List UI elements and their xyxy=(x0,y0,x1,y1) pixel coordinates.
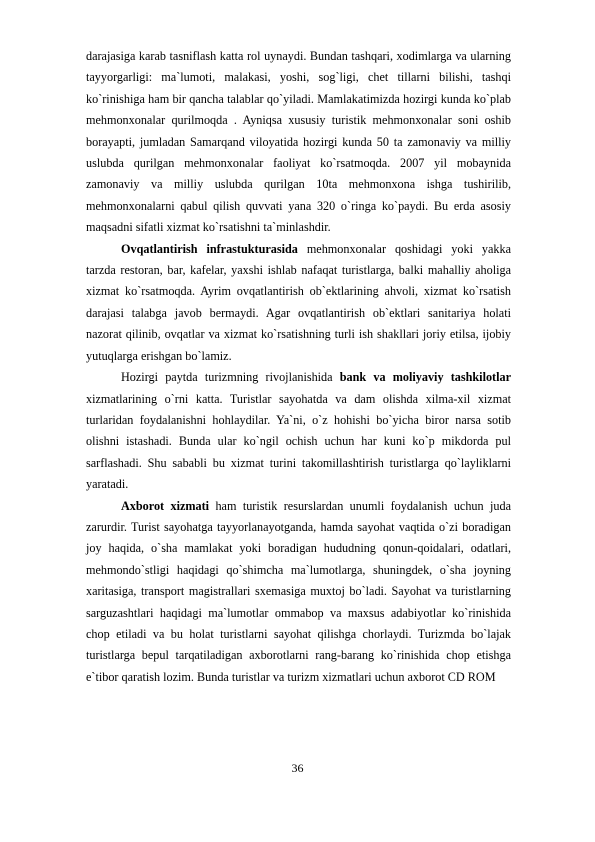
paragraph-banking-services xyxy=(86,367,511,495)
term-information-service: Axborot xizmati xyxy=(121,498,210,513)
paragraph-text: mehmonxonalar qoshidagi yoki yakka tarzda restoran, bar, kafelar, yaxshi ishlab nafaqat turistlarga, balki mahalliy aholiga xizmat ko`rsatmoqda. Ayrim ovqatlantirish ob`ektlarining ahvoli, xizmat ko`rsatish darajasi talabga javob bermaydi. Agar ovqatlantirish ob`ektlari sanitariya holati nazorat qilinib, ovqatlar va xizmat ko`rsatishning turli ish shakllari joriy etilsa, ijobiy yutuqlarga erishgan bo`lamiz. xyxy=(86,241,511,363)
page-number: 36 xyxy=(291,761,304,775)
paragraph-text: xizmatlarining o`rni katta. Turistlar sayohatda va dam olishda xilma-xil xizmat turlaridan foydalanishni hohlaydilar. Ya`ni, o`z hohishi bo`yicha biror narsa sotib olishni istashadi. Bunda ular ko`ngil ochish uchun har kuni ko`p mikdorda pul sarflashadi. Shu sababli bu xizmat turini takomillashtirish turistlarga qo`layliklarni yaratadi. xyxy=(86,391,511,492)
document-body xyxy=(86,46,511,688)
term-bank-financial: bank va moliyaviy tashkilotlar xyxy=(339,370,511,385)
paragraph-information-service xyxy=(86,496,511,689)
paragraph-text: ham turistik resurslardan unumli foydalanish uchun juda zarurdir. Turist sayohatga tayyorlanayotganda, hamda sayohat vaqtida o`zi boradigan joy haqida, o`sha mamlakat yoki boradigan hududning qonun-qoidalari, odatlari, mehmondo`stligi haqidagi qo`shimcha ma`lumotlarga, shuningdek, o`sha joyning xaritasiga, transport magistrallari sxemasiga muxtoj bo`ladi. Sayohat va turistlarning sarguzashtlari haqidagi ma`lumotlar ommabop va maxsus adabiyotlar ko`rinishida chop etiladi va bu holat turistlarni sayohat qilishga chorlaydi. Turizmda bo`lajak turistlarga bepul tarqatiladigan axborotlarni rang-barang ko`rinishida chop etishga e`tibor qaratish lozim. Bunda turistlar va turizm xizmatlari uchun axborot CD ROM xyxy=(86,498,511,684)
term-catering-infrastructure: Ovqatlantirish infrastukturasida xyxy=(121,241,298,256)
paragraph-staff-requirements xyxy=(86,46,511,239)
paragraph-catering-infrastructure xyxy=(86,239,511,367)
paragraph-text-start: Hozirgi paytda turizmning rivojlanishida xyxy=(121,370,340,385)
paragraph-text: darajasiga karab tasniflash katta rol uynaydi. Bundan tashqari, xodimlarga va ularning tayyorgarligi: ma`lumoti, malakasi, yoshi, sog`ligi, chet tillarni bilishi, tashqi ko`rinishiga ham bir qancha talablar qo`yiladi. Mamlakatimizda hozirgi kunda ko`plab mehmonxonalar qurilmoqda . Ayniqsa xususiy turistik mehmonxonalar soni oshib borayapti, jumladan Samarqand viloyatida hozirgi kunda 50 ta zamonaviy va milliy uslubda qurilgan mehmonxonalar faoliyat ko`rsatmoqda. 2007 yil mobaynida zamonaviy va milliy uslubda qurilgan 10ta mehmonxona ishga tushirilib, mehmonxonalarni qabul qilish quvvati yana 320 o`ringa ko`paydi. Bu erda asosiy maqsadni sifatli xizmat ko`rsatishni ta`minlashdir. xyxy=(86,49,511,235)
